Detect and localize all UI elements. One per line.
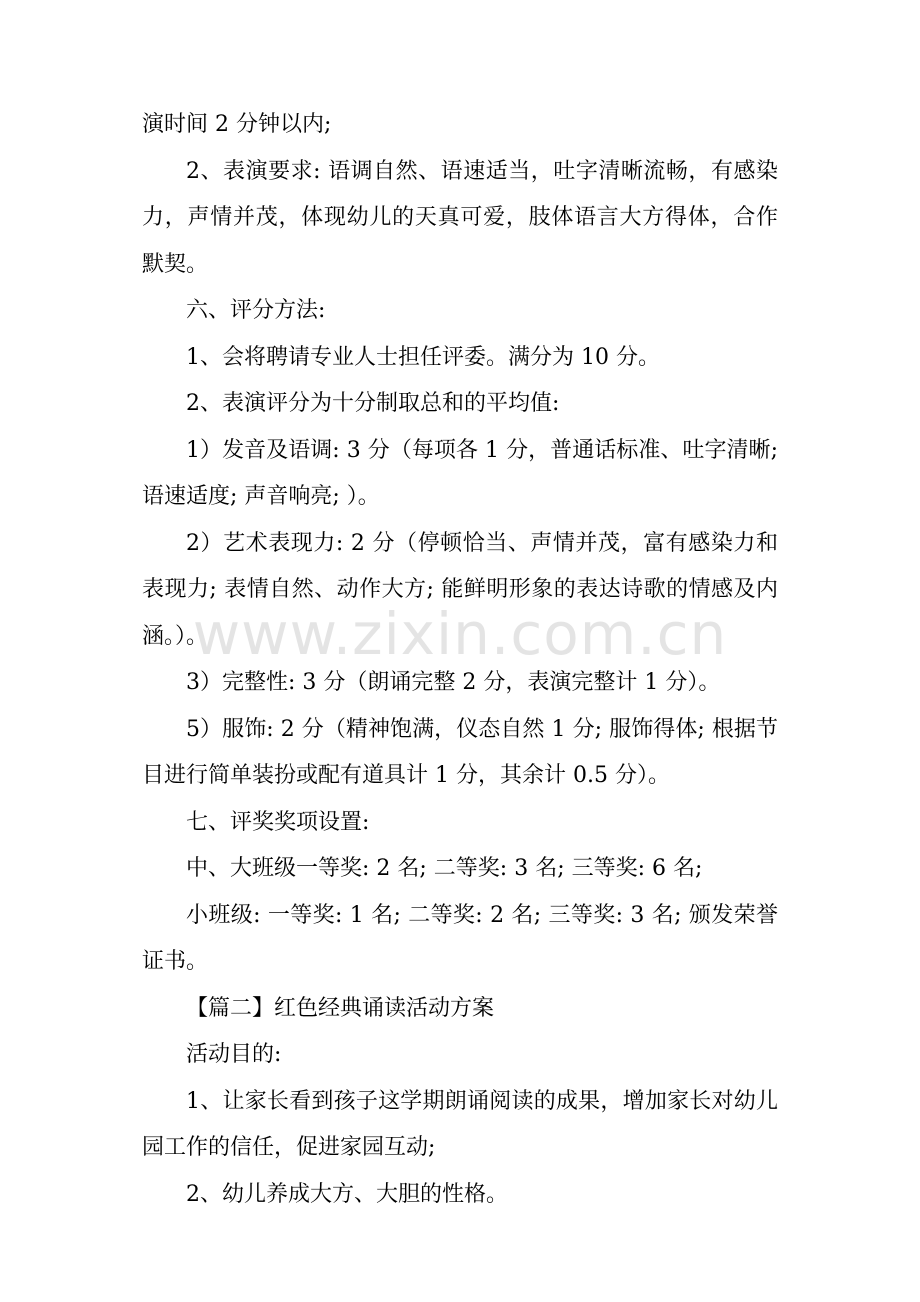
paragraph-pronunciation: 1）发音及语调: 3 分（每项各 1 分，普通话标准、吐字清晰; 语速适度; 声音响亮; ）。 (142, 437, 778, 509)
paragraph-artistic-expression: 2）艺术表现力: 2 分（停顿恰当、声情并茂，富有感染力和表现力; 表情自然、动作大方; 能鲜明形象的表达诗歌的情感及内涵。）。 (142, 530, 778, 649)
paragraph-scoring-average: 2、表演评分为十分制取总和的平均值: (186, 391, 560, 416)
paragraph-judges: 1、会将聘请专业人士担任评委。满分为 10 分。 (186, 344, 660, 370)
paragraph-purpose-two: 2、幼儿养成大方、大胆的性格。 (186, 1181, 508, 1207)
section-heading-awards: 七、评奖奖项设置: (186, 809, 370, 835)
paragraph-costume: 5）服饰: 2 分（精神饱满，仪态自然 1 分; 服饰得体; 根据节目进行简单装扮或配有道具计 1 分，其余计 0.5 分）。 (142, 716, 778, 788)
paragraph-duration-cont: 演时间 2 分钟以内; (142, 112, 332, 137)
watermark-text: www.zixin.com.cn (192, 600, 728, 668)
paragraph-purpose-one: 1、让家长看到孩子这学期朗诵阅读的成果，增加家长对幼儿园工作的信任，促进家园互动; (142, 1088, 778, 1160)
paragraph-performance-requirements: 2、表演要求: 语调自然、语速适当，吐字清晰流畅，有感染力，声情并茂，体现幼儿的天真可爱，肢体语言大方得体，合作默契。 (142, 158, 778, 277)
paragraph-awards-middle-senior: 中、大班级一等奖: 2 名; 二等奖: 3 名; 三等奖: 6 名; (186, 856, 703, 881)
paragraph-awards-junior: 小班级: 一等奖: 1 名; 二等奖: 2 名; 三等奖: 3 名; 颁发荣誉证书。 (142, 902, 778, 974)
paragraph-completeness: 3）完整性: 3 分（朗诵完整 2 分，表演完整计 1 分）。 (186, 670, 721, 695)
section-heading-scoring-method: 六、评分方法: (186, 298, 326, 323)
section-heading-part-two: 【篇二】红色经典诵读活动方案 (186, 995, 495, 1021)
paragraph-activity-purpose: 活动目的: (186, 1042, 282, 1067)
